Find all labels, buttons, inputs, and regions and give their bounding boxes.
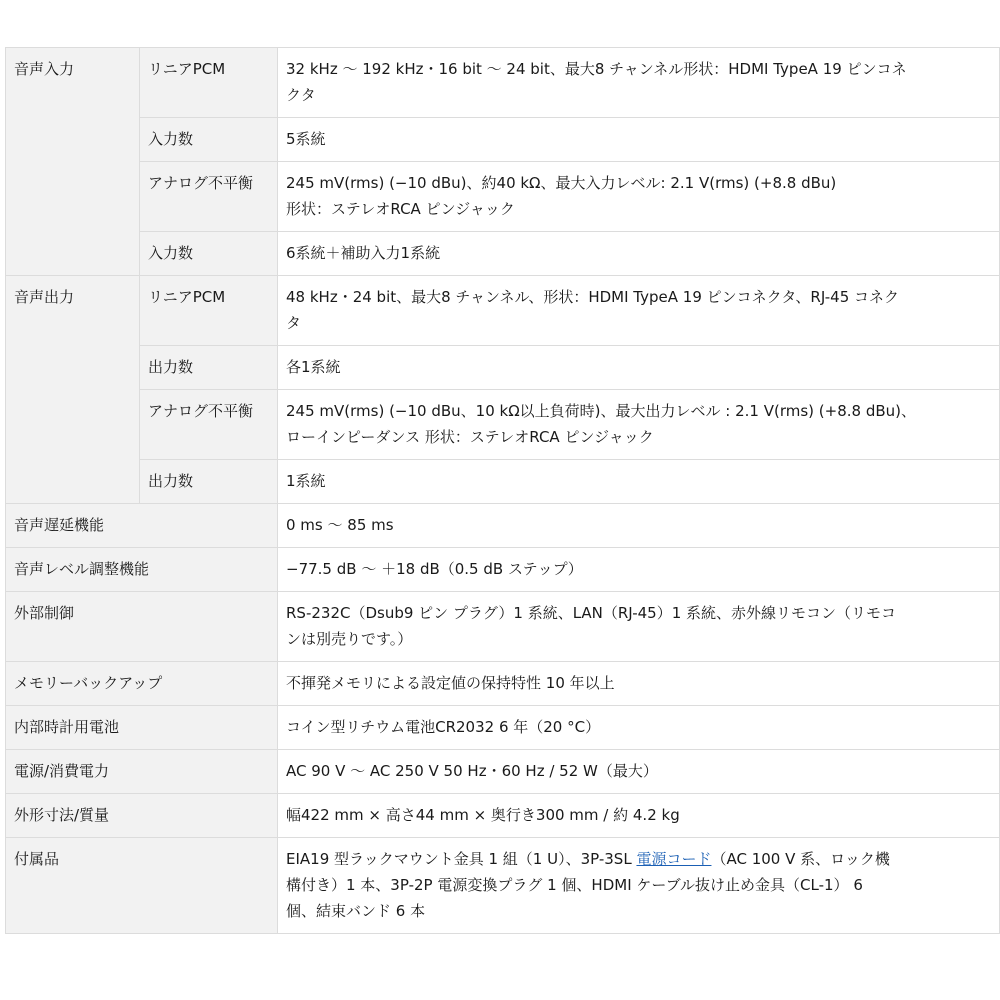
value-line: RS-232C（Dsub9 ピン プラグ）1 系統、LAN（RJ-45）1 系統、赤外線リモコン（リモコ (286, 604, 897, 622)
label-external-control: 外部制御 (6, 592, 278, 662)
accessories-text-before-link: EIA19 型ラックマウント金具 1 組（1 U）、3P-3SL (286, 850, 637, 868)
value-accessories (278, 838, 1000, 934)
value-level-adjust: −77.5 dB 〜 ＋18 dB（0.5 dB ステップ） (278, 548, 1000, 592)
table-row (6, 48, 1000, 118)
sub-label-output-count-digital: 出力数 (140, 346, 278, 390)
spec-table (5, 47, 1000, 934)
category-audio-output: 音声出力 (6, 276, 140, 504)
accessories-text-after-link: （AC 100 V 系、ロック機 (711, 850, 890, 868)
value-analog-unbalanced-out (278, 390, 1000, 460)
table-row (6, 662, 1000, 706)
value-dimensions: 幅422 mm × 高さ44 mm × 奥行き300 mm / 約 4.2 kg (278, 794, 1000, 838)
value-clock-battery: コイン型リチウム電池CR2032 6 年（20 °C） (278, 706, 1000, 750)
value-linear-pcm-in (278, 48, 1000, 118)
value-line: タ (286, 314, 302, 332)
table-row (6, 706, 1000, 750)
value-line: 245 mV(rms) (−10 dBu)、約40 kΩ、最大入力レベル: 2.1 V(rms) (+8.8 dBu) (286, 174, 837, 192)
value-external-control (278, 592, 1000, 662)
value-analog-unbalanced-in (278, 162, 1000, 232)
value-memory-backup: 不揮発メモリによる設定値の保持特性 10 年以上 (278, 662, 1000, 706)
sub-label-linear-pcm-in: リニアPCM (140, 48, 278, 118)
sub-label-output-count-analog: 出力数 (140, 460, 278, 504)
value-line (286, 846, 991, 872)
value-line: 245 mV(rms) (−10 dBu、10 kΩ以上負荷時)、最大出力レベル : 2.1 V(rms) (+8.8 dBu)、 (286, 402, 917, 420)
table-row (6, 162, 1000, 232)
value-linear-pcm-out (278, 276, 1000, 346)
table-row (6, 592, 1000, 662)
sub-label-linear-pcm-out: リニアPCM (140, 276, 278, 346)
sub-label-input-count-digital: 入力数 (140, 118, 278, 162)
value-line: 形状：ステレオRCA ピンジャック (286, 200, 515, 218)
table-row (6, 794, 1000, 838)
value-line: 個、結束バンド 6 本 (286, 902, 426, 920)
sub-label-analog-unbalanced-out: アナログ不平衡 (140, 390, 278, 460)
table-row (6, 460, 1000, 504)
label-clock-battery: 内部時計用電池 (6, 706, 278, 750)
power-cord-link[interactable]: 電源コード (636, 850, 712, 868)
sub-label-input-count-analog: 入力数 (140, 232, 278, 276)
sub-label-analog-unbalanced-in: アナログ不平衡 (140, 162, 278, 232)
table-row (6, 276, 1000, 346)
value-line: 32 kHz 〜 192 kHz・16 bit 〜 24 bit、最大8 チャンネル形状：HDMI TypeA 19 ピンコネ (286, 60, 907, 78)
table-row (6, 232, 1000, 276)
label-audio-delay: 音声遅延機能 (6, 504, 278, 548)
label-power: 電源/消費電力 (6, 750, 278, 794)
value-power: AC 90 V 〜 AC 250 V 50 Hz・60 Hz / 52 W（最大） (278, 750, 1000, 794)
label-memory-backup: メモリーバックアップ (6, 662, 278, 706)
label-level-adjust: 音声レベル調整機能 (6, 548, 278, 592)
value-output-count-digital: 各1系統 (278, 346, 1000, 390)
value-output-count-analog: 1系統 (278, 460, 1000, 504)
value-line: ンは別売りです。） (286, 630, 413, 648)
value-line: ローインピーダンス 形状：ステレオRCA ピンジャック (286, 428, 654, 446)
table-row (6, 346, 1000, 390)
value-line: 構付き）1 本、3P-2P 電源変換プラグ 1 個、HDMI ケーブル抜け止め金具（CL-1） 6 (286, 876, 863, 894)
value-input-count-digital: 5系統 (278, 118, 1000, 162)
table-row (6, 504, 1000, 548)
value-line: 48 kHz・24 bit、最大8 チャンネル、形状：HDMI TypeA 19 ピンコネクタ、RJ-45 コネク (286, 288, 900, 306)
table-row (6, 838, 1000, 934)
table-row (6, 750, 1000, 794)
value-line: クタ (286, 86, 316, 104)
value-input-count-analog: 6系統＋補助入力1系統 (278, 232, 1000, 276)
table-row (6, 548, 1000, 592)
label-accessories: 付属品 (6, 838, 278, 934)
table-row (6, 118, 1000, 162)
category-audio-input: 音声入力 (6, 48, 140, 276)
value-audio-delay: 0 ms 〜 85 ms (278, 504, 1000, 548)
table-row (6, 390, 1000, 460)
label-dimensions: 外形寸法/質量 (6, 794, 278, 838)
